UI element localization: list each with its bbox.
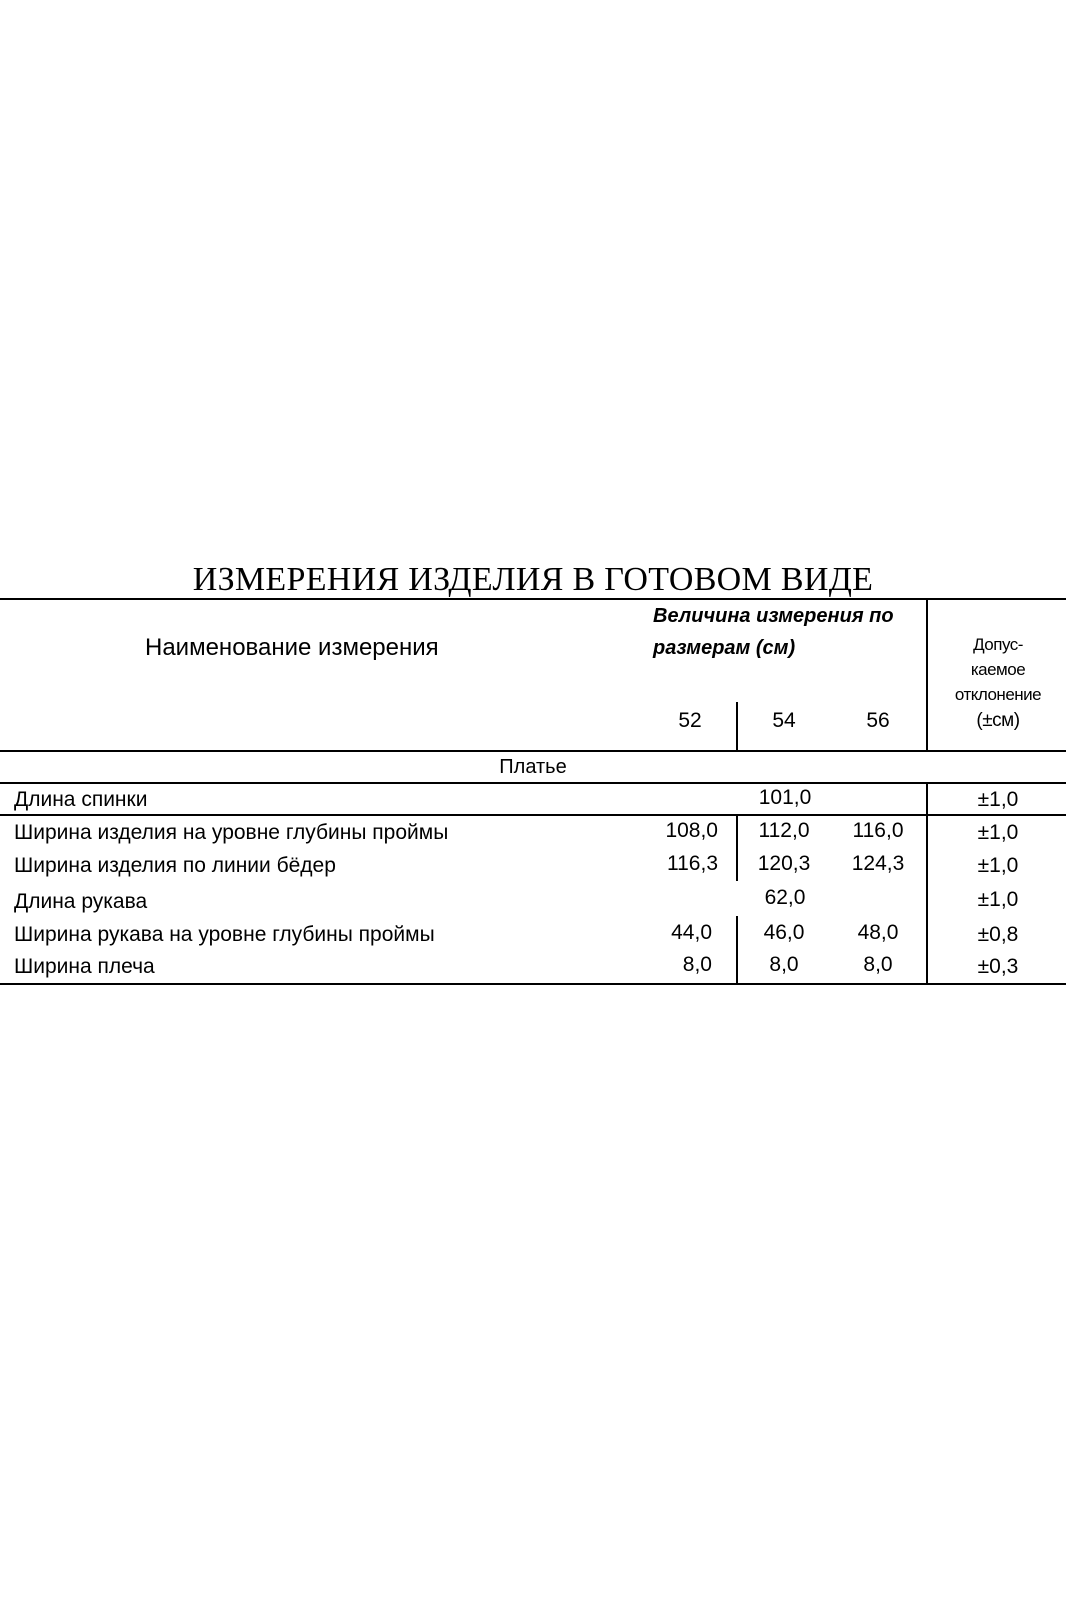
size-column-divider <box>736 814 738 881</box>
row-value-56: 8,0 <box>863 953 893 976</box>
row-divider <box>0 814 1066 816</box>
header-name-column: Наименование измерения <box>145 634 439 661</box>
header-tolerance-line2: каемое <box>970 660 1026 679</box>
header-sizes-caption-line2: размерам (см) <box>653 637 796 659</box>
row-name: Ширина изделия на уровне глубины проймы <box>14 821 449 844</box>
row-tolerance: ±1,0 <box>977 888 1019 911</box>
tolerance-column-border <box>926 782 928 984</box>
row-tolerance: ±1,0 <box>977 788 1019 811</box>
row-tolerance: ±0,8 <box>977 923 1019 946</box>
header-sizes-caption-line1: Величина измерения по <box>653 605 894 627</box>
header-tolerance-line3: отклонение <box>954 685 1042 704</box>
header-size-52: 52 <box>678 709 702 732</box>
row-name: Ширина изделия по линии бёдер <box>14 854 336 877</box>
table-top-border <box>0 598 1066 600</box>
row-name: Ширина рукава на уровне глубины проймы <box>14 923 435 946</box>
table-bottom-border <box>0 983 1066 985</box>
section-label: Платье <box>499 756 567 778</box>
header-bottom-border <box>0 750 1066 752</box>
row-value-56: 124,3 <box>851 852 905 875</box>
row-value-52: 116,3 <box>667 852 718 875</box>
row-value-54: 8,0 <box>769 953 799 976</box>
header-size-56: 56 <box>866 709 890 732</box>
header-size-54: 54 <box>772 709 796 732</box>
row-value-merged: 101,0 <box>758 786 812 809</box>
row-value-54: 46,0 <box>763 921 805 944</box>
row-name: Длина рукава <box>14 890 148 913</box>
row-value-56: 116,0 <box>852 819 904 842</box>
row-tolerance: ±1,0 <box>977 821 1019 844</box>
row-value-52: 44,0 <box>671 921 712 944</box>
row-name: Длина спинки <box>14 788 148 811</box>
row-value-54: 120,3 <box>757 852 811 875</box>
row-tolerance: ±0,3 <box>977 955 1019 978</box>
row-value-54: 112,0 <box>758 819 810 842</box>
tolerance-column-border <box>926 598 928 752</box>
header-tolerance-line1: Допус- <box>973 635 1023 654</box>
document-title: ИЗМЕРЕНИЯ ИЗДЕЛИЯ В ГОТОВОМ ВИДЕ <box>192 561 874 598</box>
row-tolerance: ±1,0 <box>977 854 1019 877</box>
size-column-divider <box>736 916 738 984</box>
row-value-52: 108,0 <box>665 819 718 842</box>
row-name: Ширина плеча <box>14 955 155 978</box>
row-value-52: 8,0 <box>682 953 712 976</box>
section-bottom-border <box>0 782 1066 784</box>
header-tolerance-line4: (±см) <box>976 710 1020 731</box>
row-value-56: 48,0 <box>857 921 899 944</box>
row-value-merged: 62,0 <box>764 886 806 909</box>
size-column-divider <box>736 702 738 752</box>
